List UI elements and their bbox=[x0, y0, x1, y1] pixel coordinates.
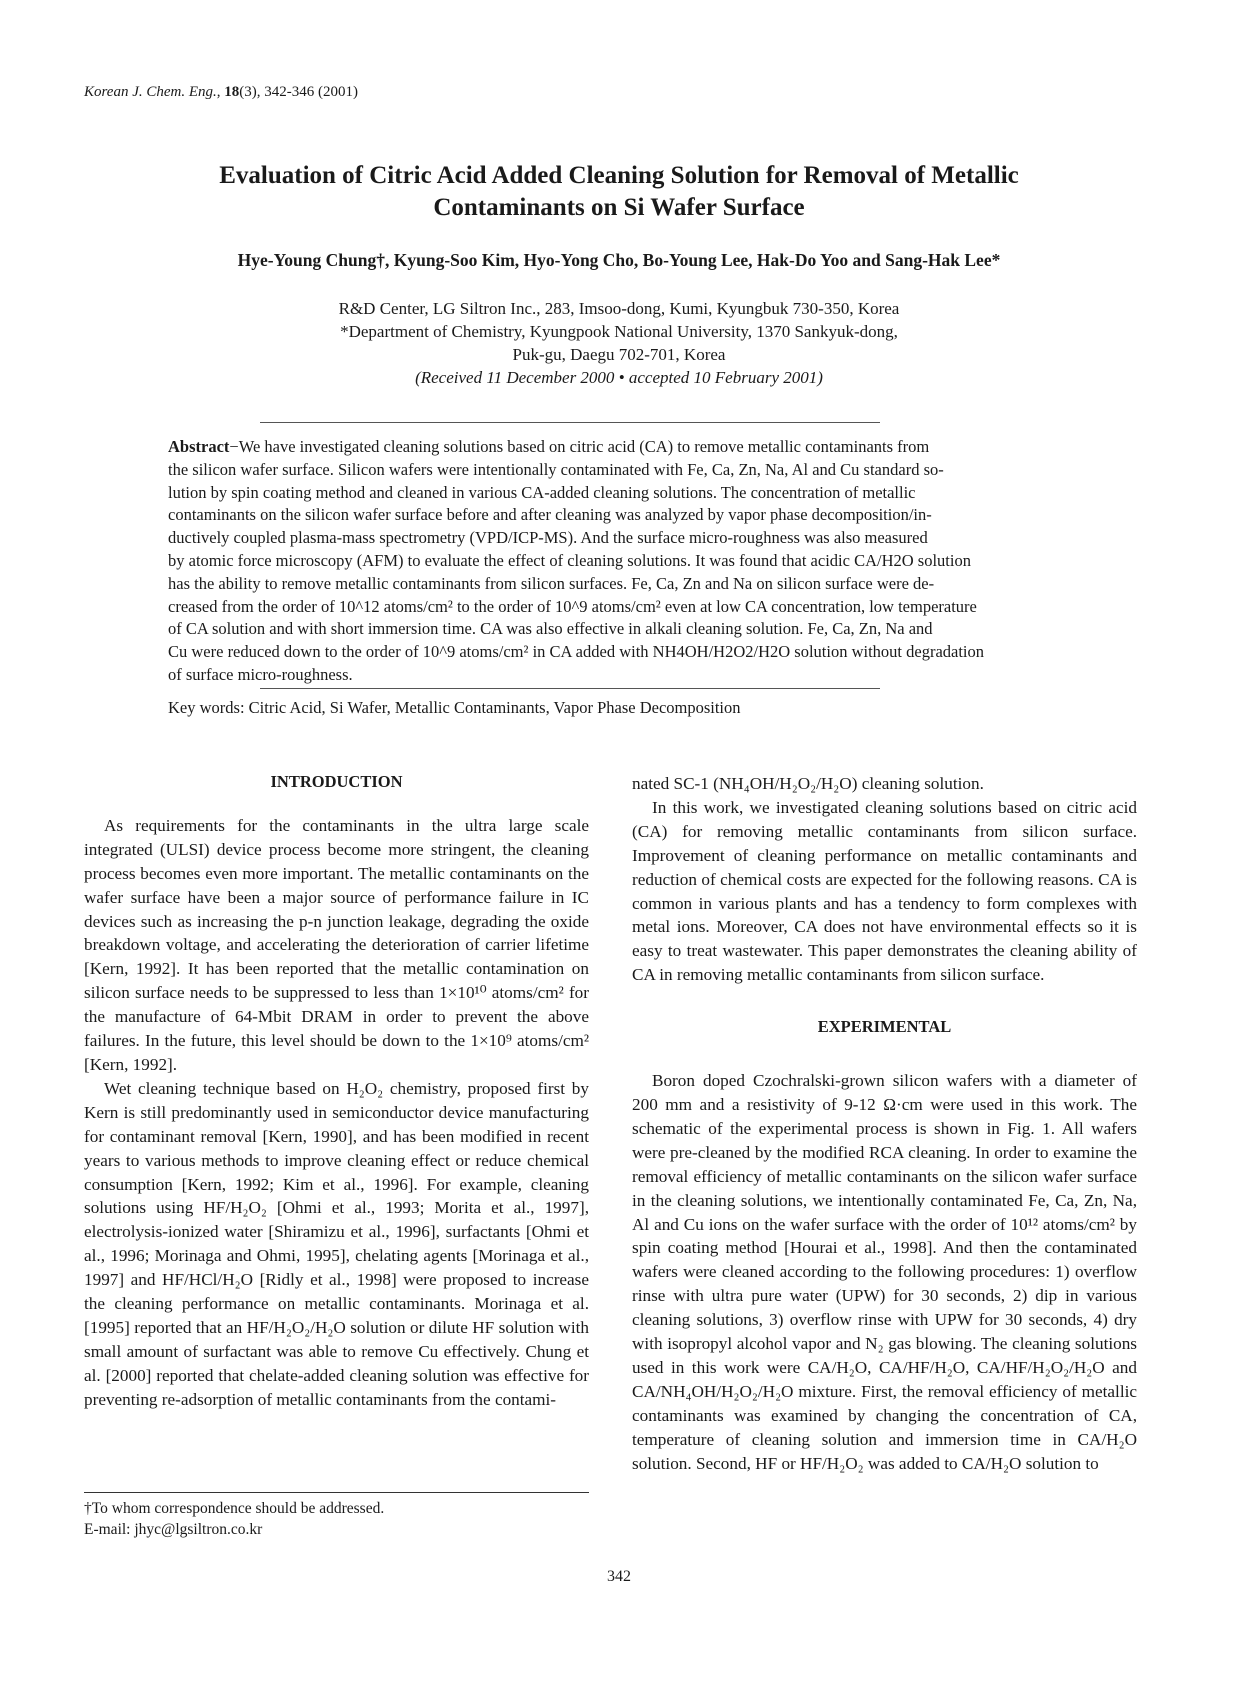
abstract-label: Abstract bbox=[168, 437, 230, 456]
abstract-line-9: of CA solution and with short immersion time. CA was also effective in alkali cleaning solution. Fe, Ca, Zn, Na and bbox=[168, 619, 933, 639]
title-line-2: Contaminants on Si Wafer Surface bbox=[433, 194, 805, 221]
abstract-line-8: creased from the order of 10^12 atoms/cm² to the order of 10^9 atoms/cm² even at low CA concentration, low temperature bbox=[168, 596, 977, 616]
experimental-paragraph-1: Boron doped Czochralski-grown silicon wafers with a diameter of 200 mm and a resistivity of 9-12 Ω·cm were used in this work. The schematic of the experimental process is shown in Fig. 1. All wafers were pre-cleaned by the modified RCA cleaning. In order to examine the removal efficiency of metallic contaminants on the silicon wafer surface in the cleaning solutions, we intentionally contaminated Fe, Ca, Zn, Na, Al and Cu ions on the wafer surface with the order of 10¹² atoms/cm² by spin coating method [Hourai et al., 1998]. And then the contaminated wafers were cleaned according to the following procedures: 1) overflow rinse with ultra pure water (UPW) for 30 seconds, 2) dip in various cleaning solutions, 3) overflow rinse with UPW for 30 seconds, 4) dry with isopropyl alcohol vapor and N₂ gas blowing. The cleaning solutions used in this work were CA/H₂O, CA/HF/H₂O, CA/HF/H₂O₂/H₂O and CA/NH₄OH/H₂O₂/H₂O mixture. First, the removal efficiency of metallic contaminants was examined by changing the concentration of CA, temperature of cleaning solution and immersion time in CA/H₂O solution. Second, HF or HF/H₂O₂ was added to CA/H₂O solution to bbox=[632, 1071, 1137, 1473]
affiliations bbox=[100, 297, 1138, 389]
abstract-line-11: of surface micro-roughness. bbox=[168, 664, 353, 684]
intro-paragraph-2: Wet cleaning technique based on H₂O₂ chemistry, proposed first by Kern is still predominantly used in semiconductor device manufacturing for contaminant removal [Kern, 1990], and has been modified in recent years to various methods to improve cleaning effect or reduce chemical consumption [Kern, 1992; Kim et al., 1996]. For example, cleaning solutions using HF/H₂O₂ [Ohmi et al., 1993; Morita et al., 1997], electrolysis-ionized water [Shiramizu et al., 1996], surfactants [Ohmi et al., 1996; Morinaga and Ohmi, 1995], chelating agents [Morinaga et al., 1997] and HF/HCl/H₂O [Ridly et al., 1998] were proposed to increase the cleaning performance on metallic contaminants. Morinaga et al. [1995] reported that an HF/H₂O₂/H₂O solution or dilute HF solution with small amount of surfactant was able to remove Cu effectively. Chung et al. [2000] reported that chelate-added cleaning solution was effective for preventing re-adsorption of metallic contaminants from the contami- bbox=[84, 1078, 589, 1409]
abstract-line-3: lution by spin coating method and cleaned in various CA-added cleaning solutions. The concentration of metallic bbox=[168, 482, 916, 502]
intro-paragraph-3: nated SC-1 (NH₄OH/H₂O₂/H₂O) cleaning solution. bbox=[632, 774, 984, 793]
abstract-line-1: −We have investigated cleaning solutions based on citric acid (CA) to remove metallic contaminants from bbox=[229, 437, 930, 456]
journal-citation: Korean J. Chem. Eng., 18(3), 342-346 (2001) bbox=[84, 84, 358, 100]
abstract bbox=[168, 436, 1050, 687]
experimental-heading: EXPERIMENTAL bbox=[817, 1017, 952, 1037]
abstract-line-6: by atomic force microscopy (AFM) to evaluate the effect of cleaning solutions. It was found that acidic CA/H2O solution bbox=[168, 550, 971, 570]
affiliation-1: R&D Center, LG Siltron Inc., 283, Imsoo-dong, Kumi, Kyungbuk 730-350, Korea bbox=[338, 299, 900, 318]
abstract-line-2: the silicon wafer surface. Silicon wafers were intentionally contaminated with Fe, Ca, Zn, Na, Al and Cu standard so- bbox=[168, 459, 944, 479]
journal-name: Korean J. Chem. Eng. bbox=[84, 84, 217, 100]
footnote bbox=[84, 1498, 384, 1540]
abstract-line-7: has the ability to remove metallic contaminants from silicon surfaces. Fe, Ca, Zn and Na on silicon surface were de- bbox=[168, 573, 935, 593]
keywords: Key words: Citric Acid, Si Wafer, Metallic Contaminants, Vapor Phase Decomposition bbox=[168, 698, 741, 717]
affiliation-2: *Department of Chemistry, Kyungpook National University, 1370 Sankyuk-dong, bbox=[340, 322, 898, 341]
email-note: E-mail: jhyc@lgsiltron.co.kr bbox=[84, 1521, 263, 1538]
left-column bbox=[84, 770, 589, 1412]
correspondence-note: †To whom correspondence should be addressed. bbox=[84, 1500, 385, 1517]
received-dates: (Received 11 December 2000 • accepted 10 February 2001) bbox=[415, 368, 823, 387]
abstract-bottom-rule bbox=[260, 688, 880, 689]
paper-title bbox=[100, 160, 1138, 224]
journal-issue-pages: (3), 342-346 (2001) bbox=[239, 84, 358, 100]
title-line-1: Evaluation of Citric Acid Added Cleaning Solution for Removal of Metallic bbox=[219, 162, 1019, 189]
intro-paragraph-1: As requirements for the contaminants in the ultra large scale integrated (ULSI) device process become more stringent, the cleaning process becomes even more important. The metallic contaminants on the wafer surface have been a major source of performance failure in IC devices such as increasing the p-n junction leakage, degrading the oxide breakdown voltage, and accelerating the deterioration of carrier lifetime [Kern, 1992]. It has been reported that the metallic contamination on silicon surface needs to be suppressed to less than 1×10¹⁰ atoms/cm² for the manufacture of 64-Mbit DRAM in order to prevent the above failures. In the future, this level should be down to the 1×10⁹ atoms/cm² [Kern, 1992]. bbox=[84, 815, 589, 1074]
abstract-top-rule bbox=[260, 422, 880, 423]
intro-paragraph-4: In this work, we investigated cleaning solutions based on citric acid (CA) for removing metallic contaminants from silicon surface. Improvement of cleaning performance on metallic contaminants and reduction of chemical costs are expected for the following reasons. CA is common in various plants and has a tendency to form complexes with metal ions. Moreover, CA does not have environmental effects so it is easy to treat wastewater. This paper demonstrates the cleaning ability of CA in removing metallic contaminants from silicon surface. bbox=[632, 797, 1137, 985]
introduction-heading: INTRODUCTION bbox=[270, 772, 403, 791]
affiliation-3: Puk-gu, Daegu 702-701, Korea bbox=[512, 345, 726, 364]
author-list: Hye-Young Chung†, Kyung-Soo Kim, Hyo-Yong Cho, Bo-Young Lee, Hak-Do Yoo and Sang-Hak Lee* bbox=[237, 250, 1001, 270]
abstract-line-5: ductively coupled plasma-mass spectrometry (VPD/ICP-MS). And the surface micro-roughness was also measured bbox=[168, 528, 928, 548]
abstract-line-10: Cu were reduced down to the order of 10^9 atoms/cm² in CA added with NH4OH/H2O2/H2O solution without degradation bbox=[168, 642, 985, 662]
right-column bbox=[632, 772, 1137, 1475]
page-number: 342 bbox=[607, 1568, 631, 1585]
footnote-rule bbox=[84, 1492, 589, 1493]
abstract-line-4: contaminants on the silicon wafer surface before and after cleaning was analyzed by vapor phase decomposition/in- bbox=[168, 505, 932, 525]
journal-volume: 18 bbox=[224, 84, 240, 100]
